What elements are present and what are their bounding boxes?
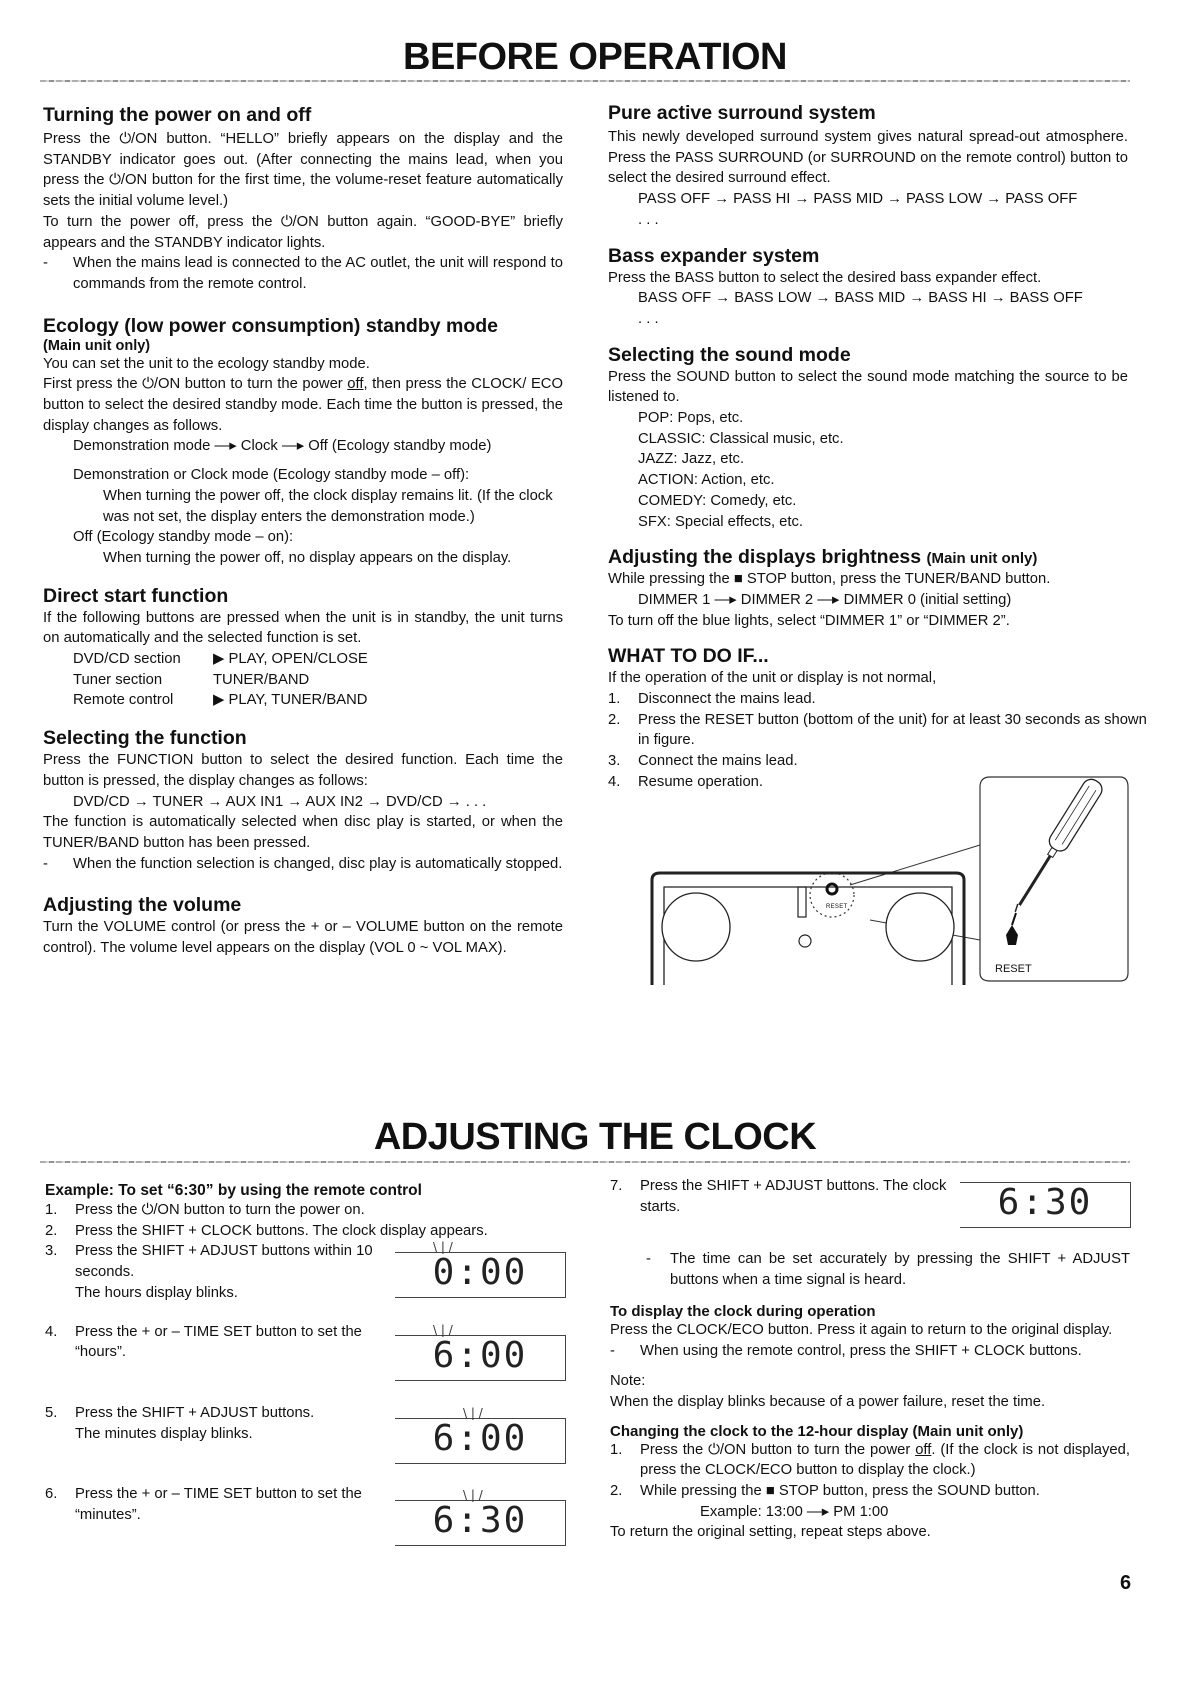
- direct-start-row: [73, 670, 563, 691]
- bass-dots: . . .: [638, 310, 659, 327]
- surround-paragraph: This newly developed surround system gives natural spread-out atmosphere. Press the PASS SURROUND (or SURROUND on the remote control) button to select the desired surround effect.: [608, 129, 1128, 187]
- page-number: 6: [1120, 1572, 1132, 1594]
- lcd-readout: 0:00: [395, 1252, 566, 1298]
- section-title-before-operation: BEFORE OPERATION: [403, 36, 787, 78]
- display-clock-paragraph: Press the CLOCK/ECO button. Press it again to return to the original display.: [610, 1321, 1113, 1338]
- lcd-readout: 6:30: [960, 1182, 1131, 1228]
- step-number: 4.: [45, 1323, 58, 1340]
- heading-what-to-do: WHAT TO DO IF...: [608, 645, 769, 668]
- step-text: Press the SHIFT + ADJUST buttons. The clock starts.: [640, 1178, 947, 1215]
- heading-brightness: [608, 546, 1128, 569]
- note-text: When the display blinks because of a power failure, reset the time.: [610, 1393, 1046, 1410]
- clock-step: [45, 1403, 375, 1444]
- direct-start-key: Remote control: [73, 692, 174, 709]
- ecology-paragraph-1: You can set the unit to the ecology standby mode.: [43, 355, 370, 372]
- heading-power: Turning the power on and off: [43, 104, 312, 126]
- sound-paragraph: Press the SOUND button to select the sound mode matching the source to be listened to.: [608, 368, 1128, 406]
- clock-step: [45, 1241, 375, 1303]
- step-text: Disconnect the mains lead.: [638, 691, 816, 708]
- hour12-example: Example: 13:00 —▸ PM 1:00: [700, 1503, 889, 1520]
- function-sequence: DVD/CD → TUNER → AUX IN1 → AUX IN2 → DVD/CD → . . .: [73, 793, 487, 810]
- brightness-heading-small: (Main unit only): [926, 550, 1038, 568]
- direct-start-value: TUNER/BAND: [213, 671, 310, 688]
- function-paragraph-1: Press the FUNCTION button to select the desired function. Each time the button is pressed, the display changes as follows:: [43, 752, 563, 789]
- heading-bass: Bass expander system: [608, 244, 820, 267]
- step-number: 3.: [608, 753, 621, 770]
- lcd-display-step4: [395, 1323, 566, 1381]
- function-paragraph-2: The function is automatically selected when disc play is started, or when the TUNER/BAND button has been pressed.: [43, 814, 563, 851]
- sound-mode-item: SFX: Special effects, etc.: [638, 513, 804, 530]
- ecology-mode2-title: Off (Ecology standby mode – on):: [73, 529, 294, 546]
- step-text: Press the ⏻/ON button to turn the power on.: [75, 1202, 365, 1218]
- step-text: Press the SHIFT + ADJUST buttons.: [75, 1404, 315, 1421]
- direct-start-key: DVD/CD section: [73, 651, 181, 668]
- what-to-do-step: [608, 751, 1128, 772]
- lcd-display-step5: [395, 1406, 566, 1464]
- direct-start-value: ▶ PLAY, TUNER/BAND: [213, 692, 368, 709]
- lcd-readout: 6:30: [395, 1500, 566, 1546]
- step-text: Press the + or – TIME SET button to set the “minutes”.: [75, 1486, 362, 1524]
- direct-start-table: [43, 649, 563, 711]
- left-column: [43, 104, 563, 959]
- direct-start-row: [73, 690, 563, 711]
- hour12-step1-off: off: [915, 1441, 932, 1458]
- clock-step-7: [610, 1176, 970, 1217]
- hour12-step2-text: While pressing the ■ STOP button, press the SOUND button.: [640, 1483, 1040, 1500]
- hour12-return: To return the original setting, repeat steps above.: [610, 1524, 931, 1541]
- heading-surround: Pure active surround system: [608, 102, 876, 124]
- step-text: Press the SHIFT + CLOCK buttons. The clock display appears.: [75, 1222, 488, 1239]
- lcd-display-step6: [395, 1488, 566, 1546]
- direct-start-row: [73, 649, 563, 670]
- lcd-readout: 6:00: [395, 1418, 566, 1464]
- step-number: 5.: [45, 1404, 58, 1421]
- heading-sound: Selecting the sound mode: [608, 343, 851, 366]
- display-clock-note: - When using the remote control, press the SHIFT + CLOCK buttons.: [610, 1342, 1082, 1359]
- ecology-mode1-title: Demonstration or Clock mode (Ecology standby mode – off):: [73, 467, 470, 484]
- step-number: 3.: [45, 1243, 58, 1260]
- section-title-adjusting-clock: ADJUSTING THE CLOCK: [373, 1116, 817, 1158]
- bass-paragraph: Press the BASS button to select the desired bass expander effect.: [608, 269, 1042, 286]
- surround-dots: . . .: [638, 211, 659, 228]
- clock-step: [45, 1200, 565, 1221]
- function-note: - When the function selection is changed, disc play is automatically stopped.: [43, 855, 563, 872]
- sound-mode-item: POP: Pops, etc.: [638, 410, 744, 427]
- ecology-paragraph-2: [43, 374, 563, 436]
- power-note: - When the mains lead is connected to the AC outlet, the unit will respond to commands from the remote control.: [43, 255, 563, 292]
- clock-step: [45, 1484, 375, 1525]
- hour12-step1-b: . (If the clock is not displayed, press the CLOCK/ECO button to display the clock.): [640, 1441, 1131, 1479]
- clock-example-heading: Example: To set “6:30” by using the remote control: [45, 1182, 422, 1199]
- heading-direct-start: Direct start function: [43, 584, 229, 607]
- step-number: 1.: [45, 1202, 58, 1218]
- display-clock-note-text: When using the remote control, press the SHIFT + CLOCK buttons.: [640, 1342, 1082, 1359]
- step-number: 4.: [608, 773, 621, 790]
- right-column: [608, 102, 1147, 793]
- ecology-p2-off: off: [347, 376, 364, 393]
- sound-mode-item: COMEDY: Comedy, etc.: [638, 492, 797, 509]
- power-note-text: When the mains lead is connected to the AC outlet, the unit will respond to commands from the remote control.: [73, 255, 563, 292]
- step-text-2: The hours display blinks.: [75, 1284, 238, 1301]
- surround-sequence: PASS OFF → PASS HI → PASS MID → PASS LOW → PASS OFF: [638, 191, 1078, 208]
- step-text: Connect the mains lead.: [638, 753, 798, 770]
- brightness-paragraph-2: To turn off the blue lights, select “DIMMER 1” or “DIMMER 2”.: [608, 612, 1010, 629]
- direct-start-key: Tuner section: [73, 671, 163, 688]
- ecology-mode2-text: When turning the power off, no display appears on the display.: [103, 549, 512, 566]
- direct-start-value: ▶ PLAY, OPEN/CLOSE: [213, 651, 368, 668]
- heading-function: Selecting the function: [43, 727, 247, 750]
- function-note-text: When the function selection is changed, disc play is automatically stopped.: [73, 855, 563, 872]
- step-text: Resume operation.: [638, 773, 764, 790]
- blink-marks: \ | /: [463, 1488, 483, 1502]
- brightness-paragraph-1: While pressing the ■ STOP button, press the TUNER/BAND button.: [608, 571, 1051, 588]
- step-text: Press the SHIFT + ADJUST buttons within 10 seconds.: [75, 1243, 373, 1281]
- clock-right-column: [610, 1176, 1130, 1543]
- hour12-heading: Changing the clock to the 12-hour display (Main unit only): [610, 1422, 1024, 1440]
- step-number: 6.: [45, 1486, 58, 1503]
- direct-start-paragraph: If the following buttons are pressed when the unit is in standby, the unit turns on automatically and the selected function is set.: [43, 609, 563, 647]
- clock-step: [45, 1322, 375, 1363]
- step-text: Press the + or – TIME SET button to set the “hours”.: [75, 1323, 362, 1361]
- note-label: Note:: [610, 1373, 646, 1390]
- what-to-do-paragraph: If the operation of the unit or display is not normal,: [608, 670, 937, 687]
- heading-ecology: Ecology (low power consumption) standby mode: [43, 314, 499, 337]
- sound-mode-item: ACTION: Action, etc.: [638, 472, 775, 489]
- ecology-p2-b: , then press the CLOCK/ ECO button to select the desired standby mode. Each time the button is pressed, the display changes as follows.: [43, 376, 564, 434]
- brightness-heading-text: Adjusting the displays brightness: [608, 546, 922, 569]
- what-to-do-step: [608, 689, 1118, 710]
- blink-marks: \ | /: [463, 1406, 483, 1420]
- ecology-mode1-text: When turning the power off, the clock display remains lit. (If the clock was not set, the display enters the demonstration mode.): [103, 487, 553, 525]
- heading-volume: Adjusting the volume: [43, 894, 242, 917]
- power-paragraph-1: Press the ⏻/ON button. “HELLO” briefly appears on the display and the STANDBY indicator goes out. (After connecting the mains lead, when you press the ⏻/ON button for the first time, the volume-reset feature automatically sets the initial volume level.): [43, 131, 563, 210]
- sound-mode-item: CLASSIC: Classical music, etc.: [638, 430, 844, 447]
- reset-label: RESET: [995, 963, 1032, 975]
- hour12-step-1: 1. Press the ⏻/ON button to turn the power off. (If the clock is not displayed, press the CLOCK/ECO button to display the clock.): [610, 1441, 1131, 1479]
- step7-note-text: The time can be set accurately by pressing the SHIFT + ADJUST buttons when a time signal is heard.: [670, 1251, 1130, 1289]
- what-to-do-step: [608, 710, 1158, 751]
- title-rule: [40, 80, 1130, 82]
- step-number: 1.: [608, 691, 621, 708]
- display-clock-heading: To display the clock during operation: [610, 1302, 876, 1320]
- ecology-sequence: Demonstration mode —▸ Clock —▸ Off (Ecology standby mode): [73, 438, 492, 455]
- sound-mode-item: JAZZ: Jazz, etc.: [638, 451, 745, 468]
- clock-step: [45, 1221, 565, 1242]
- blink-marks: \ | /: [433, 1240, 453, 1254]
- bass-sequence: BASS OFF → BASS LOW → BASS MID → BASS HI → BASS OFF: [638, 290, 1083, 307]
- lcd-display-step7: [960, 1182, 1131, 1228]
- step7-note: - The time can be set accurately by pressing the SHIFT + ADJUST buttons when a time signal is heard.: [646, 1251, 1130, 1289]
- ecology-sub: (Main unit only): [43, 337, 151, 354]
- reset-label-small: RESET: [826, 904, 848, 910]
- power-paragraph-2: To turn the power off, press the ⏻/ON button again. “GOOD-BYE” briefly appears and the STANDBY indicator lights.: [43, 213, 563, 251]
- lcd-display-step3: [395, 1240, 566, 1298]
- step-number: 7.: [610, 1178, 623, 1194]
- reset-illustration: [650, 775, 1130, 985]
- blink-marks: \ | /: [433, 1323, 453, 1337]
- title-rule: [40, 1161, 1130, 1163]
- volume-paragraph: Turn the VOLUME control (or press the + or – VOLUME button on the remote control). The volume level appears on the display (VOL 0 ~ VOL MAX).: [43, 919, 563, 957]
- hour12-step1-a: Press the ⏻/ON button to turn the power: [640, 1441, 916, 1458]
- hour12-step-2: 2. While pressing the ■ STOP button, press the SOUND button.: [610, 1483, 1040, 1500]
- step-number: 2.: [608, 711, 621, 728]
- brightness-sequence: DIMMER 1 —▸ DIMMER 2 —▸ DIMMER 0 (initial setting): [638, 591, 1012, 608]
- step-text-2: The minutes display blinks.: [75, 1425, 253, 1442]
- step-number: 2.: [45, 1222, 58, 1239]
- lcd-readout: 6:00: [395, 1335, 566, 1381]
- ecology-p2-a: First press the ⏻/ON button to turn the power: [43, 376, 348, 393]
- step-text: Press the RESET button (bottom of the unit) for at least 30 seconds as shown in figure.: [638, 711, 1147, 749]
